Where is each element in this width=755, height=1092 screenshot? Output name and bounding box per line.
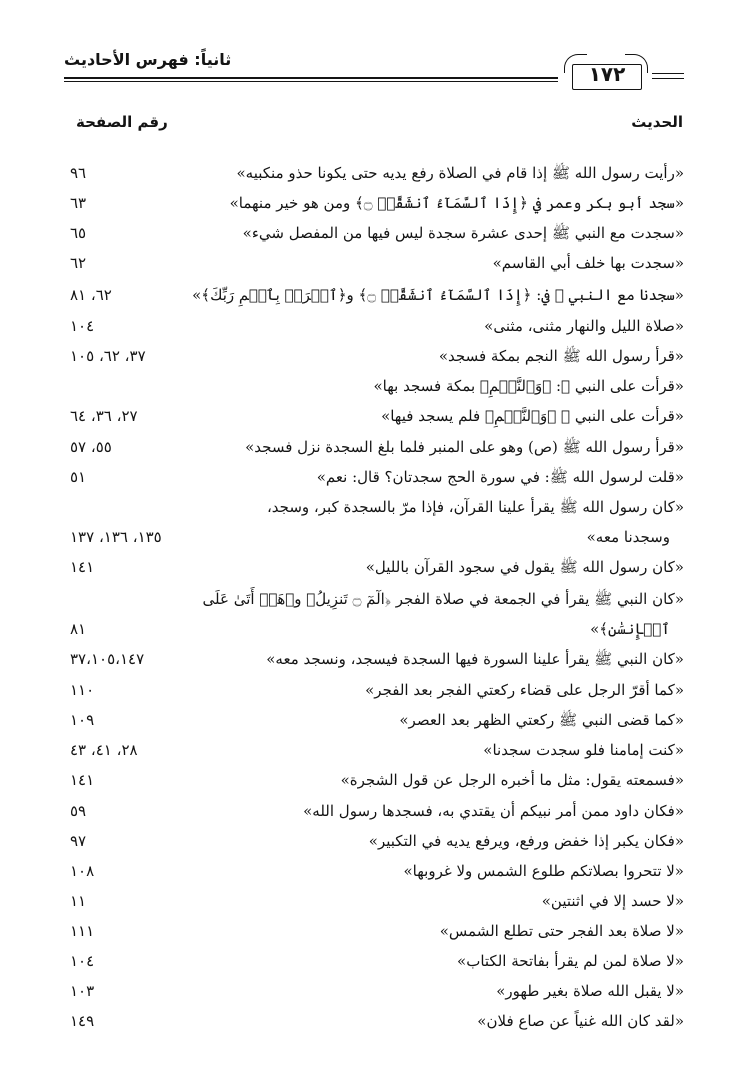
hadith-text: «فكان يكبر إذا خفض ورفع، ويرفع يديه في التكبير»: [368, 832, 684, 850]
page-refs: ٦٢: [70, 254, 87, 272]
list-item: [70, 311, 684, 341]
hadith-text: «لا تتحروا بصلاتكم طلوع الشمس ولا غروبها»: [403, 862, 684, 880]
hadith-text: «سجد أبو بكر وعمر في ﴿إِذَا ٱلسَّمَآءُ ٱنشَقَّتۡ ۝﴾ ومن هو خير منهما»: [229, 194, 684, 212]
hadith-text: «فسمعته يقول: مثل ما أخبره الرجل عن قول الشجرة»: [340, 771, 684, 789]
header-rule-thin: [64, 81, 558, 82]
column-header-page: رقم الصفحة: [76, 113, 168, 131]
list-item: [70, 644, 684, 674]
page-header: [64, 46, 684, 92]
list-item-continuation: [70, 614, 684, 644]
hadith-text: «قرأ رسول الله ﷺ (ص) وهو على المنبر فلما بلغ السجدة نزل فسجد»: [245, 438, 684, 456]
page-refs: ٣٧،١٠٥،١٤٧: [70, 650, 145, 668]
hadith-text: «كان النبي ﷺ يقرأ علينا السورة فيها السجدة فيسجد، ونسجد معه»: [266, 650, 684, 668]
hadith-text: «لا حسد إلا في اثنتين»: [541, 892, 684, 910]
list-item: [70, 976, 684, 1006]
hadith-text: «كان النبي ﷺ يقرأ في الجمعة في صلاة الفجر ﴿الٓمٓ ۝ تَنزِيلُ﴾ و﴿هَلۡ أَتَىٰ عَلَى: [202, 590, 684, 608]
page-refs: ١١: [70, 892, 87, 910]
page-refs: ١٠٤: [70, 317, 95, 335]
hadith-text: «كان رسول الله ﷺ يقرأ علينا القرآن، فإذا مرّ بالسجدة كبر، وسجد،: [266, 498, 684, 516]
hadith-text: «قرأت على النبي ﷺ ﴿وَٱلنَّجۡمِ﴾ فلم يسجد فيها»: [381, 407, 684, 425]
hadith-text: «فكان داود ممن أمر نبيكم أن يقتدي به، فسجدها رسول الله»: [303, 802, 684, 820]
list-item: [70, 401, 684, 431]
list-item: [70, 705, 684, 735]
page-number: ١٧٢: [588, 62, 626, 86]
header-rule-right: [652, 73, 684, 83]
list-item: [70, 462, 684, 492]
hadith-text: «كما قضى النبي ﷺ ركعتي الظهر بعد العصر»: [399, 711, 684, 729]
page-refs: ٢٨، ٤١، ٤٣: [70, 741, 138, 759]
list-item: [70, 946, 684, 976]
list-item: [70, 248, 684, 278]
page-refs: ٥٥، ٥٧: [70, 438, 112, 456]
hadith-text: «كنت إمامنا فلو سجدت سجدنا»: [483, 741, 684, 759]
list-item: [70, 916, 684, 946]
list-item: [70, 826, 684, 856]
page-refs: ١٠٩: [70, 711, 95, 729]
page-refs: ٦٢، ٨١: [70, 286, 112, 304]
list-item: [70, 796, 684, 826]
hadith-text: «كما أقرّ الرجل على قضاء ركعتي الفجر بعد الفجر»: [365, 681, 684, 699]
list-item: [70, 886, 684, 916]
list-item: [70, 371, 684, 401]
page-refs: ٢٧، ٣٦، ٦٤: [70, 407, 138, 425]
hadith-text: «صلاة الليل والنهار مثنى، مثنى»: [484, 317, 684, 335]
list-item: [70, 158, 684, 188]
list-item: [70, 552, 684, 582]
page-refs: ١٠٤: [70, 952, 95, 970]
hadith-text: «قرأ رسول الله ﷺ النجم بمكة فسجد»: [438, 347, 684, 365]
list-item: [70, 675, 684, 705]
page-refs: ٦٥: [70, 224, 87, 242]
list-item: [70, 432, 684, 462]
hadith-text: «قرأت على النبي ﷺ: ﴿وَٱلنَّجۡمِ﴾ بمكة فسجد بها»: [373, 377, 684, 395]
page-refs: ١٠٣: [70, 982, 95, 1000]
page-refs: ٦٣: [70, 194, 87, 212]
page-refs: ٥١: [70, 468, 87, 486]
page-refs: ١٣٥، ١٣٦، ١٣٧: [70, 528, 162, 546]
hadith-text: «لا صلاة لمن لم يقرأ بفاتحة الكتاب»: [457, 952, 684, 970]
list-item-continuation: [70, 522, 684, 552]
list-item: [70, 765, 684, 795]
list-item: [70, 584, 684, 614]
hadith-text: «سجدنا مع النبي ﷺ في: ﴿إِذَا ٱلسَّمَآءُ ٱنشَقَّتۡ ۝﴾ و﴿ٱقۡرَأۡ بِٱسۡمِ رَبِّكَ﴾»: [192, 286, 684, 304]
page-number-frame: [564, 54, 648, 88]
page-refs: ١٠٨: [70, 862, 95, 880]
list-item: [70, 280, 684, 310]
hadith-text: وسجدنا معه»: [586, 528, 670, 546]
hadith-text: «لقد كان الله غنياً عن صاع فلان»: [477, 1012, 684, 1030]
page-refs: ١٤٩: [70, 1012, 95, 1030]
page-refs: ٨١: [70, 620, 87, 638]
page-refs: ١١١: [70, 922, 95, 940]
hadith-text: «سجدت بها خلف أبي القاسم»: [492, 254, 684, 272]
hadith-text: ٱلۡإِنسَٰنِ﴾»: [590, 620, 670, 638]
page-refs: ٩٧: [70, 832, 87, 850]
hadith-text: «سجدت مع النبي ﷺ إحدى عشرة سجدة ليس فيها من المفصل شيء»: [242, 224, 684, 242]
page-refs: ١٤١: [70, 771, 95, 789]
page-refs: ٥٩: [70, 802, 87, 820]
hadith-text: «رأيت رسول الله ﷺ إذا قام في الصلاة رفع يديه حتى يكونا حذو منكبيه»: [236, 164, 684, 182]
page-refs: ٣٧، ٦٢، ١٠٥: [70, 347, 146, 365]
list-item: [70, 492, 684, 522]
list-item: [70, 341, 684, 371]
page-refs: ١١٠: [70, 681, 95, 699]
hadith-text: «لا صلاة بعد الفجر حتى تطلع الشمس»: [439, 922, 684, 940]
page-refs: ١٤١: [70, 558, 95, 576]
list-item: [70, 188, 684, 218]
column-header-hadith: الحديث: [631, 113, 683, 131]
list-item: [70, 218, 684, 248]
list-item: [70, 735, 684, 765]
header-rule-thick: [64, 77, 558, 79]
hadith-text: «لا يقبل الله صلاة بغير طهور»: [496, 982, 684, 1000]
hadith-text: «قلت لرسول الله ﷺ: في سورة الحج سجدتان؟ قال: نعم»: [316, 468, 684, 486]
list-item: [70, 1006, 684, 1036]
hadith-text: «كان رسول الله ﷺ يقول في سجود القرآن بالليل»: [365, 558, 684, 576]
list-item: [70, 856, 684, 886]
header-title: ثانياً: فهرس الأحاديث: [64, 50, 232, 69]
page-refs: ٩٦: [70, 164, 87, 182]
